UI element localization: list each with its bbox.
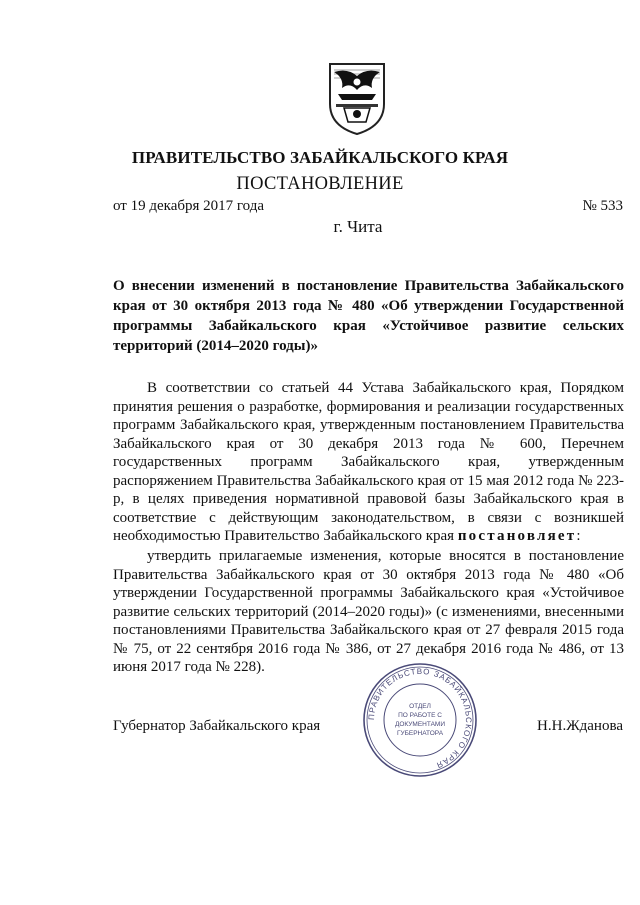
document-subject: О внесении изменений в постановление Правительства Забайкальского края от 30 октября 2013 года № 480 «Об утверждении Государственной программы Забайкальского края «Устойчивое развитие сельских территорий (2014–2020 годы)»: [113, 278, 624, 354]
stamp-line-3: ДОКУМЕНТАМИ: [394, 721, 446, 728]
resolves-word: постановляет: [457, 528, 577, 544]
document-type: ПОСТАНОВЛЕНИЕ: [236, 174, 404, 194]
stamp-line-4: ГУБЕРНАТОРА: [396, 730, 444, 737]
signatory-position: Губернатор Забайкальского края: [113, 718, 321, 734]
signatory-name: Н.Н.Жданова: [537, 718, 623, 734]
resolves-colon: :: [576, 528, 581, 544]
stamp-line-2: ПО РАБОТЕ С: [398, 712, 442, 719]
document-city: г. Чита: [333, 217, 383, 236]
official-stamp: [360, 660, 480, 780]
paragraph-1-text: В соответствии со статьей 44 Устава Забайкальского края, Порядком принятия решения о разработке, формирования и реализации государственных программ Забайкальского края, утвержденным постановлением Правительства Забайкальского края от 30 декабря 2013 года № 600, Перечнем государственных программ Забайкальского края, утвержденным распоряжением Правительства Забайкальского края от 15 мая 2012 года № 223-р, в целях приведения нормативной правовой базы Забайкальского края в соответствие с действующим законодательством, в связи с возникшей необходимостью Правительство Забайкальского края: [113, 380, 624, 544]
document-date: от 19 декабря 2017 года: [113, 198, 265, 214]
document-number: № 533: [582, 198, 623, 214]
stamp-outer-text: ПРАВИТЕЛЬСТВО ЗАБАЙКАЛЬСКОГО КРАЯ: [366, 666, 474, 770]
government-title: ПРАВИТЕЛЬСТВО ЗАБАЙКАЛЬСКОГО КРАЯ: [131, 148, 509, 167]
stamp-line-1: ОТДЕЛ: [409, 703, 431, 710]
body-paragraph-2: утвердить прилагаемые изменения, которые вносятся в постановление Правительства Забайкальского края от 30 октября 2013 года № 480 «Об утверждении Государственной программы Забайкальского края «Устойчивое развитие сельских территорий (2014–2020 годы)» (с изменениями, внесенными постановлениями Правительства Забайкальского края от 27 февраля 2015 года № 75, от 22 сентября 2016 года № 386, от 27 декабря 2016 года № 486, от 13 июня 2017 года № 228).: [113, 548, 624, 675]
coat-of-arms-emblem: [322, 60, 392, 136]
body-paragraph-1: [113, 379, 624, 546]
